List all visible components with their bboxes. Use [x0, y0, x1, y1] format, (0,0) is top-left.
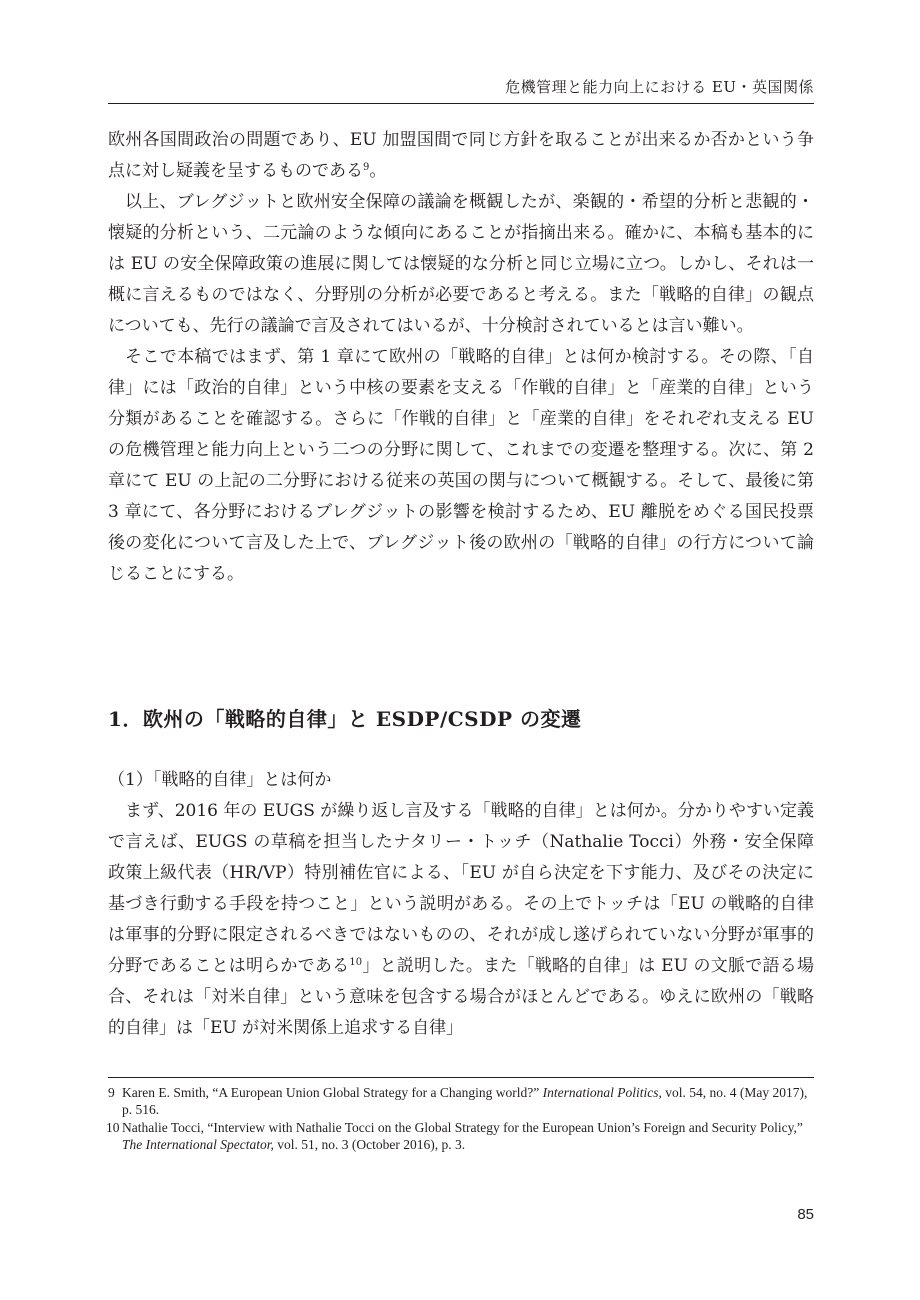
subsection-heading: （1）「戦略的自律」とは何か: [108, 770, 332, 790]
footnote-9: 9 Karen E. Smith, “A European Union Global Strategy for a Changing world?” International Politics, vol. 54, no. 4 (May 2017), p. 516.: [108, 1085, 808, 1117]
footnote-ref-9[interactable]: 9: [363, 162, 370, 173]
footnote-divider: [108, 1077, 814, 1078]
intro-body: [108, 125, 814, 590]
running-header: [108, 76, 814, 104]
footnote-number: 9: [108, 1085, 115, 1100]
paragraph-4: まず、2016 年の EUGS が繰り返し言及する「戦略的自律」とは何か。分かりやすい定義で言えば、EUGS の草稿を担当したナタリー・トッチ（Nathalie Tocci）外務・安全保障政策上級代表（HR/VP）特別補佐官による、「EU が自ら決定を下す能力、及びその決定に基づき行動する手段を持つこと」という説明がある。その上でトッチは「EU の戦略的自律は軍事的分野に限定されるべきではないものの、それが成し遂げられていない分野が軍事的分野であることは明らかである$^{10}$」と説明した。また「戦略的自律」は EU の文脈で語る場合、それは「対米自律」という意味を包含する場合がほとんどである。ゆえに欧州の「戦略的自律」は「EU が対米関係上追求する自律」: [108, 801, 815, 1038]
journal-title: International Politics,: [542, 1085, 662, 1100]
page-number: 85: [797, 1206, 814, 1223]
running-title: 危機管理と能力向上における EU・英国関係: [505, 78, 814, 96]
journal-title: The International Spectator,: [122, 1137, 274, 1152]
paragraph-2: 以上、ブレグジットと欧州安全保障の議論を概観したが、楽観的・希望的分析と悲観的・懐疑的分析という、二元論のような傾向にあることが指摘出来る。確かに、本稿も基本的には EU の安全保障政策の進展に関しては懐疑的な分析と同じ立場に立つ。しかし、それは一概に言えるものではなく、分野別の分析が必要であると考える。また「戦略的自律」の観点についても、先行の議論で言及されてはいるが、十分検討されているとは言い難い。: [108, 192, 814, 336]
footnote-number: 10: [106, 1120, 120, 1135]
paragraph-3: そこで本稿ではまず、第 1 章にて欧州の「戦略的自律」とは何か検討する。その際、「自律」には「政治的自律」という中核の要素を支える「作戦的自律」と「産業的自律」という分類があることを確認する。さらに「作戦的自律」と「産業的自律」をそれぞれ支える EU の危機管理と能力向上という二つの分野に関して、これまでの変遷を整理する。次に、第 2 章にて EU の上記の二分野における従来の英国の関与について概観する。そして、最後に第 3 章にて、各分野におけるブレグジットの影響を検討するため、EU 離脱をめぐる国民投票後の変化について言及した上で、ブレグジット後の欧州の「戦略的自律」の行方について論じることにする。: [108, 347, 814, 584]
footnotes: [108, 1084, 814, 1154]
footnote-10: 10 Nathalie Tocci, “Interview with Nathalie Tocci on the Global Strategy for the European Union’s Foreign and Security Policy,” The International Spectator, vol. 51, no. 3 (October 2016), p. 3.: [106, 1120, 803, 1152]
section-body: [108, 765, 814, 1044]
paragraph-1: 欧州各国間政治の問題であり、EU 加盟国間で同じ方針を取ることが出来るか否かという争点に対し疑義を呈するものである$^9$。: [108, 130, 814, 181]
section-heading: 1．欧州の「戦略的自律」と ESDP/CSDP の変遷: [108, 707, 582, 731]
footnote-ref-10[interactable]: 10: [349, 957, 363, 968]
